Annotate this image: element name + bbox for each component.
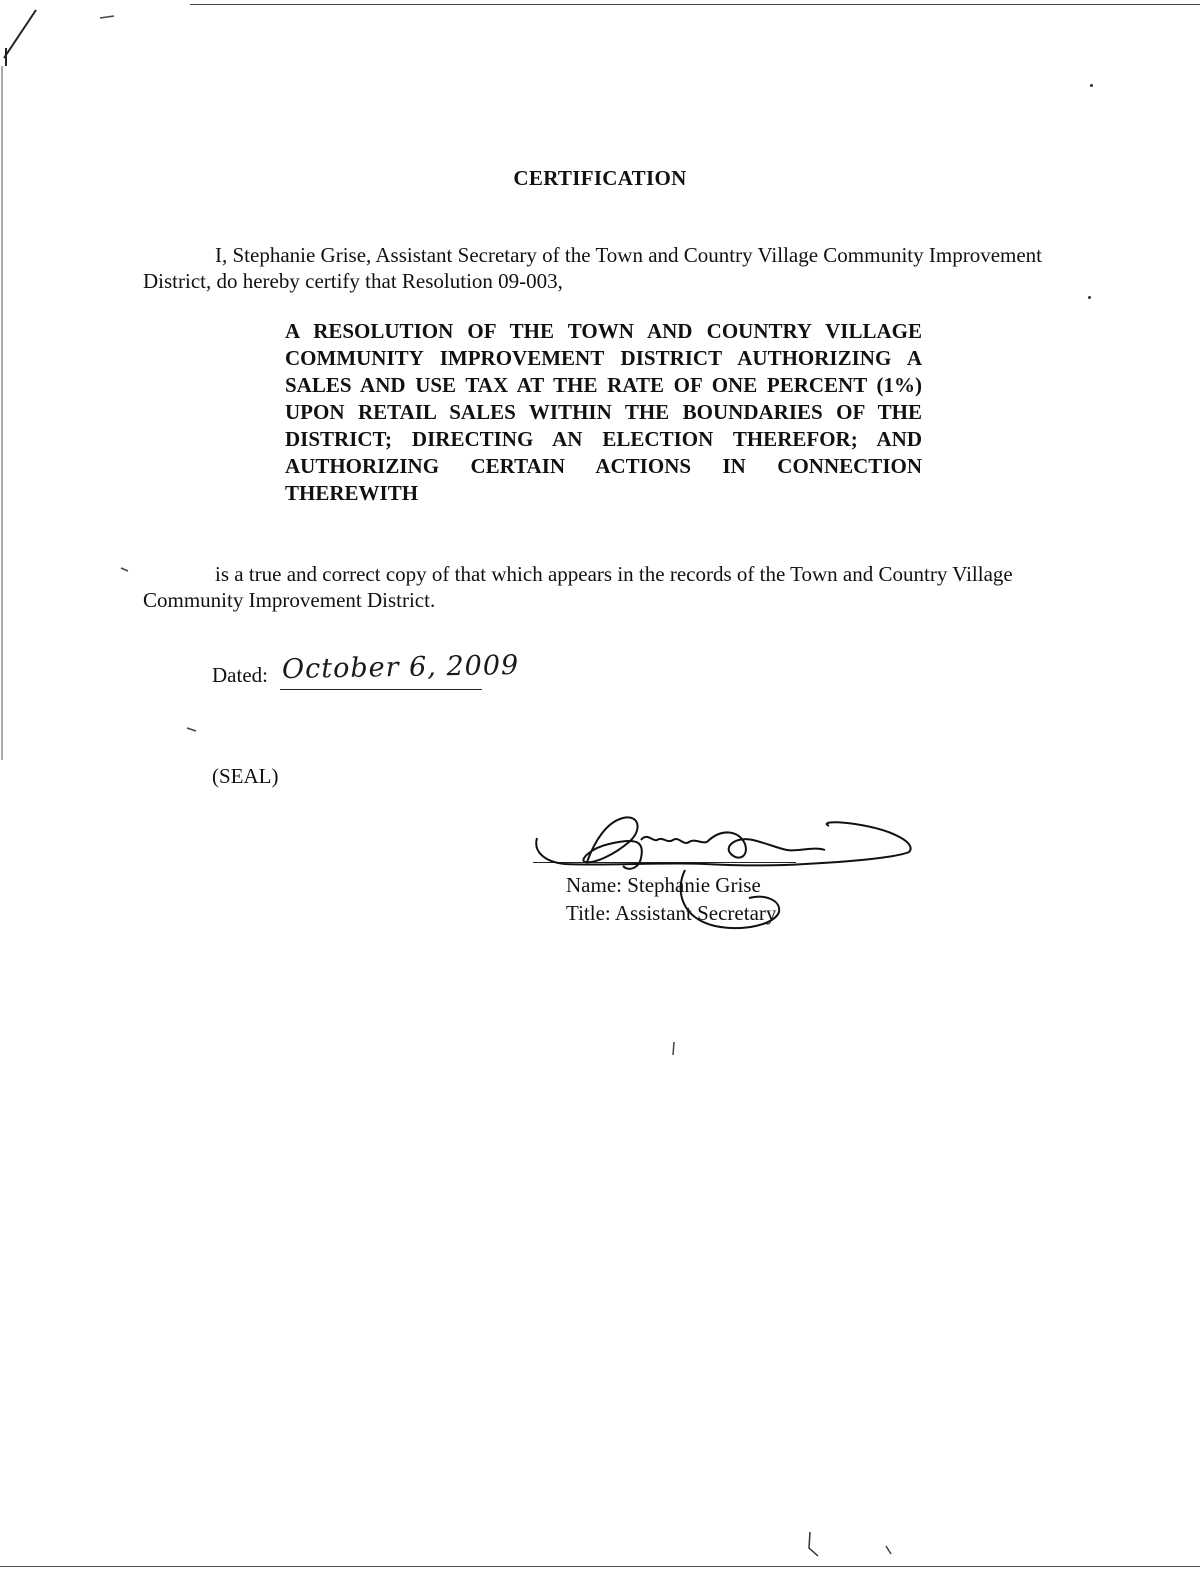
- scan-mark: [186, 726, 198, 734]
- seal-label: (SEAL): [212, 764, 279, 788]
- signer-title: Title: Assistant Secretary: [566, 901, 777, 925]
- handwritten-signature: [525, 800, 925, 940]
- dated-handwritten-value: October 6, 2009: [281, 649, 520, 686]
- dated-underline: [280, 689, 482, 690]
- scan-bottom-border: [0, 1566, 1200, 1567]
- document-title: CERTIFICATION: [513, 166, 687, 190]
- scan-mark: [120, 566, 130, 574]
- scan-mark: [804, 1530, 824, 1560]
- signer-name: Name: Stephanie Grise: [566, 873, 761, 897]
- scan-mark: [670, 1040, 678, 1058]
- scan-dot: [1090, 84, 1093, 87]
- intro-paragraph: I, Stephanie Grise, Assistant Secretary of the Town and Country Village Community Improvement District, do hereby certify that Resolution 09-003,: [143, 243, 1043, 293]
- scan-dot: [1088, 296, 1091, 299]
- scan-left-edge: [0, 0, 60, 760]
- scan-top-border: [190, 4, 1200, 5]
- resolution-title: A RESOLUTION OF THE TOWN AND COUNTRY VILLAGE COMMUNITY IMPROVEMENT DISTRICT AUTHORIZING A SALES AND USE TAX AT THE RATE OF ONE PERCENT (1%) UPON RETAIL SALES WITHIN THE BOUNDARIES OF THE DISTRICT; DIRECTING AN ELECTION THEREFOR; AND AUTHORIZING CERTAIN ACTIONS IN CONNECTION THEREWITH: [285, 319, 922, 505]
- dated-label: Dated:: [212, 663, 268, 687]
- scan-mark: [884, 1544, 894, 1558]
- scan-mark: [98, 12, 118, 22]
- certification-paragraph: is a true and correct copy of that which appears in the records of the Town and Country Village Community Improvement District.: [143, 562, 1013, 612]
